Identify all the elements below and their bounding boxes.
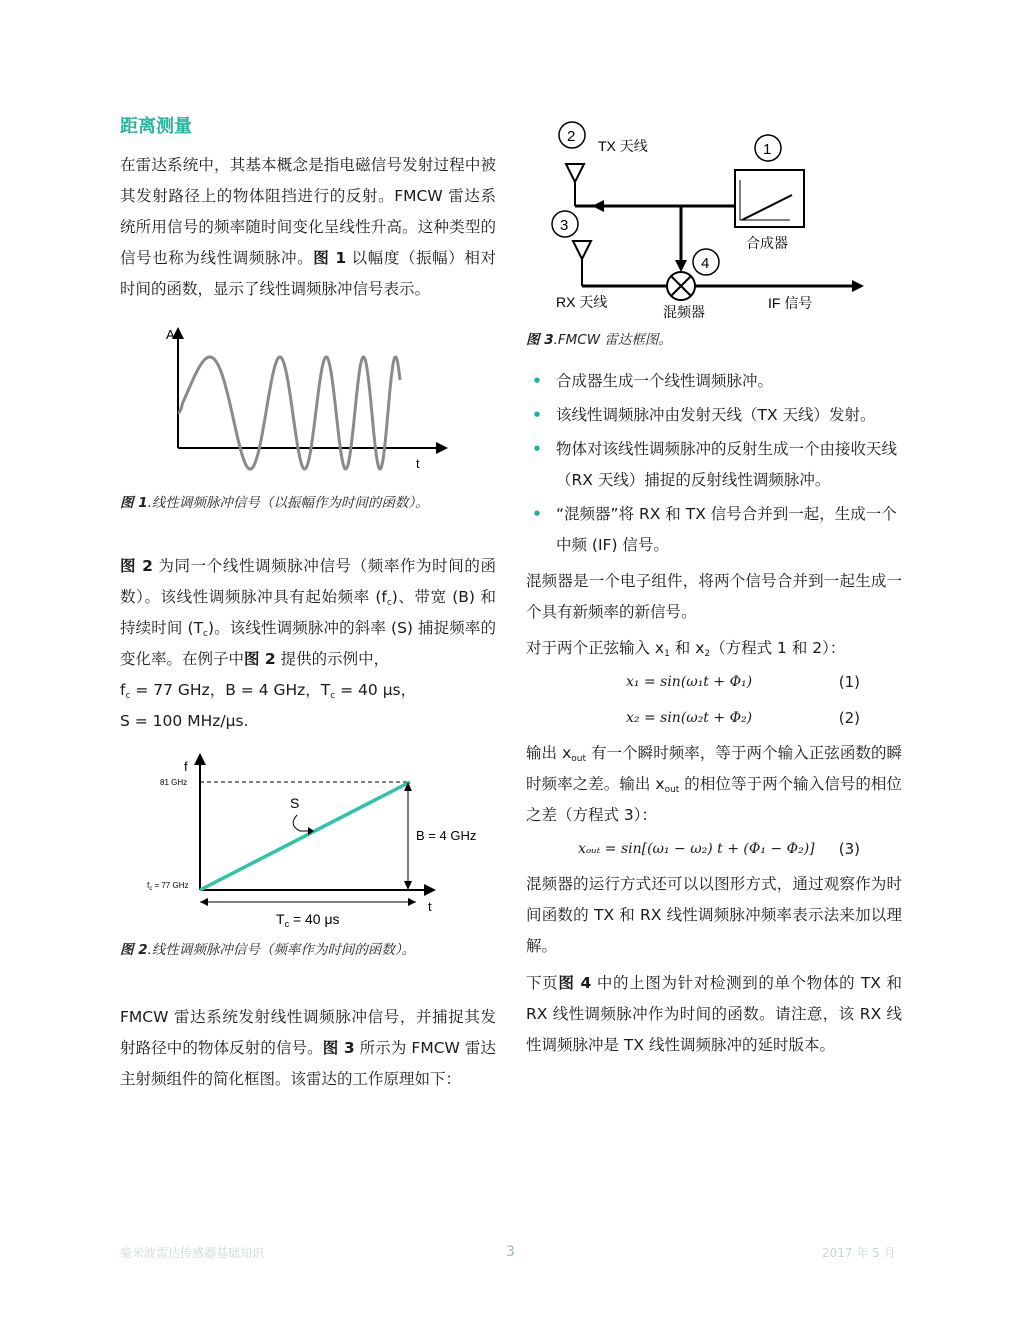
equation-3-number: (3)	[838, 840, 860, 858]
subscript-c: c	[125, 691, 131, 701]
fig1-y-label: A	[166, 327, 175, 342]
rx-antenna-label: RX 天线	[556, 294, 608, 310]
bandwidth-arrowhead-bottom	[404, 881, 412, 890]
chirp-parameters-paragraph	[120, 551, 496, 675]
params-text-a: 为同一个线性调频脉冲信号（频率作为时间的函数）。该线性调频脉冲具有起始频率 (f	[120, 557, 496, 606]
subscript-out: out	[664, 785, 680, 795]
example-tc: = 40 μs，	[335, 681, 417, 699]
example-f: f	[120, 681, 126, 699]
inputs-text-c: （方程式 1 和 2）：	[710, 639, 846, 657]
fig1-x-label: t	[416, 456, 420, 471]
operation-steps-list	[526, 366, 902, 561]
mixer-definition-paragraph: 混频器是一个电子组件，将两个信号合并到一起生成一个具有新频率的新信号。	[526, 572, 902, 621]
graphical-explanation-paragraph: 混频器的运行方式还可以以图形方式，通过观察作为时间函数的 TX 和 RX 线性调频脉冲频率表示法来加以理解。	[526, 875, 902, 955]
footer-date: 2017 年 5 月	[822, 1246, 896, 1260]
left-column	[120, 112, 496, 1095]
f-top-label: 81 GHz	[160, 778, 188, 787]
tx-antenna-label: TX 天线	[598, 138, 648, 154]
equation-2-number: (2)	[838, 709, 860, 727]
inputs-text-a: 对于两个正弦输入 x	[526, 639, 665, 657]
rx-antenna-icon	[573, 241, 591, 259]
duration-label: $T_c = 40$ μs	[276, 911, 340, 929]
marker-3-number: 3	[560, 217, 569, 234]
inputs-text-b: 和 x	[669, 639, 705, 657]
slope-label: S	[290, 795, 300, 811]
marker-1-number: 1	[763, 141, 772, 158]
subscript-c: c	[386, 598, 392, 608]
slope-pointer	[293, 815, 308, 831]
right-column	[526, 112, 902, 1061]
bandwidth-label: B = 4 GHz	[416, 828, 477, 843]
fig4-text-a: 下页	[526, 974, 559, 992]
if-arrowhead	[852, 280, 864, 292]
fig2-caption-text: .线性调频脉冲信号（频率作为时间的函数）。	[147, 942, 416, 958]
subscript-c: c	[203, 629, 208, 639]
lo-arrowhead	[675, 260, 687, 272]
fig2-x-label: t	[428, 899, 432, 914]
figure-2-reference: 图 2	[120, 557, 153, 575]
fig2-y-label: f	[184, 759, 188, 774]
equation-1-number: (1)	[838, 673, 860, 691]
figure-1	[120, 323, 496, 513]
example-values-line	[120, 675, 496, 706]
fig2-caption-number: 图 2	[120, 942, 148, 958]
intro-paragraph	[120, 150, 496, 305]
figure-3-reference: 图 3	[322, 1039, 355, 1057]
output-text-c: 的相位等于两个输入信号的相位之差（方程式 3）：	[526, 775, 902, 824]
chirp-frequency-line	[200, 782, 410, 890]
subscript-out: out	[571, 754, 587, 764]
figure-2-reference-2: 图 2	[244, 650, 276, 668]
fig2-y-arrowhead	[194, 753, 206, 765]
equation-2-formula: x₂ = sin(ω₂t + Φ₂)	[626, 710, 753, 726]
intro-text: 在雷达系统中，其基本概念是指电磁信号发射过程中被其发射路径上的物体阻挡进行的反射。FMCW 雷达系统所用信号的频率随时间变化呈线性升高。这种类型的信号也称为线性调频脉冲。	[120, 156, 496, 267]
footer-page-number: 3	[506, 1244, 515, 1260]
fig2-x-arrowhead	[424, 884, 436, 896]
overview-text: FMCW 雷达系统发射线性调频脉冲信号，并捕捉其发射路径中的物体反射的信号。	[120, 1008, 496, 1057]
equation-1-formula: x₁ = sin(ω₁t + Φ₁)	[626, 674, 753, 690]
example-values: = 77 GHz，B = 4 GHz，T	[130, 681, 331, 699]
output-text-a: 输出 x	[526, 744, 572, 762]
fig3-caption-number: 图 3	[526, 332, 554, 348]
list-item: • 该线性调频脉冲由发射天线（TX 天线）发射。	[526, 400, 902, 431]
f-start-label: $f_c = 77$ GHz	[147, 881, 189, 892]
marker-4-number: 4	[701, 255, 710, 272]
fig3-caption-text: .FMCW 雷达框图。	[553, 332, 672, 348]
equation-3-formula: xₒᵤₜ = sin[(ω₁ − ω₂) t + (Φ₁ − Φ₂)]	[578, 841, 815, 857]
fig1-caption-text: .线性调频脉冲信号（以振幅作为时间的函数）。	[147, 495, 429, 511]
sine-inputs-paragraph	[526, 633, 902, 664]
duration-arrowhead-right	[408, 898, 416, 906]
amplitude-chirp-graph	[120, 323, 496, 483]
output-text-b: 有一个瞬时频率，等于两个输入正弦函数的瞬时频率之差。输出 x	[526, 744, 902, 793]
slope-value-line: S = 100 MHz/μs.	[120, 712, 249, 730]
figure-2	[120, 751, 496, 960]
if-signal-label: IF 信号	[768, 295, 813, 311]
figure-1-reference: 图 1	[313, 249, 347, 267]
equation-3	[526, 831, 902, 867]
figure-4-paragraph	[526, 968, 902, 1061]
params-text-d: 提供的示例中，	[275, 650, 390, 668]
fig1-caption-number: 图 1	[120, 495, 148, 511]
figure-1-caption	[120, 493, 496, 513]
figure-2-caption	[120, 940, 496, 960]
marker-2-number: 2	[567, 128, 576, 145]
list-item: • 物体对该线性调频脉冲的反射生成一个由接收天线（RX 天线）捕捉的反射线性调频脉冲。	[526, 434, 902, 496]
synthesizer-label: 合成器	[746, 235, 788, 251]
overview-text-tail: 所示为 FMCW 雷达主射频组件的简化框图。该雷达的工作原理如下：	[120, 1039, 496, 1088]
chirp-waveform	[178, 357, 400, 469]
figure-3	[526, 112, 902, 350]
equation-2	[526, 700, 902, 736]
mixer-label: 混频器	[663, 304, 705, 320]
footer-doc-title: 毫米波雷达传感器基础知识	[120, 1246, 265, 1260]
section-title: 距离测量	[120, 116, 192, 137]
list-item: • 合成器生成一个线性调频脉冲。	[526, 366, 902, 397]
fig4-text-b: 中的上图为针对检测到的单个物体的 TX 和 RX 线性调频脉冲作为时间的函数。请注意，该 RX 线性调频脉冲是 TX 线性调频脉冲的延时版本。	[526, 974, 902, 1054]
subscript-2: 2	[704, 649, 711, 659]
equation-1	[526, 664, 902, 700]
subscript-c: c	[330, 691, 336, 701]
tx-signal-arrowhead	[592, 200, 604, 212]
params-text-b: )、带宽 (B) 和持续时间 (T	[120, 588, 496, 637]
frequency-chirp-graph	[120, 751, 496, 936]
tx-antenna-icon	[566, 164, 584, 182]
list-item: • “混频器”将 RX 和 TX 信号合并到一起，生成一个中频 (IF) 信号。	[526, 499, 902, 561]
fig1-x-arrowhead	[436, 442, 448, 454]
fmcw-block-diagram	[526, 112, 902, 322]
fmcw-overview-paragraph	[120, 1002, 496, 1095]
subscript-1: 1	[664, 649, 670, 659]
duration-arrowhead-left	[200, 898, 208, 906]
output-paragraph	[526, 738, 902, 831]
figure-3-caption	[526, 330, 902, 350]
params-text-c: )。该线性调频脉冲的斜率 (S) 捕捉频率的变化率。在例子中	[120, 619, 496, 668]
figure-4-reference: 图 4	[558, 974, 592, 992]
intro-text-tail: 以幅度（振幅）相对时间的函数，显示了线性调频脉冲信号表示。	[120, 249, 496, 298]
